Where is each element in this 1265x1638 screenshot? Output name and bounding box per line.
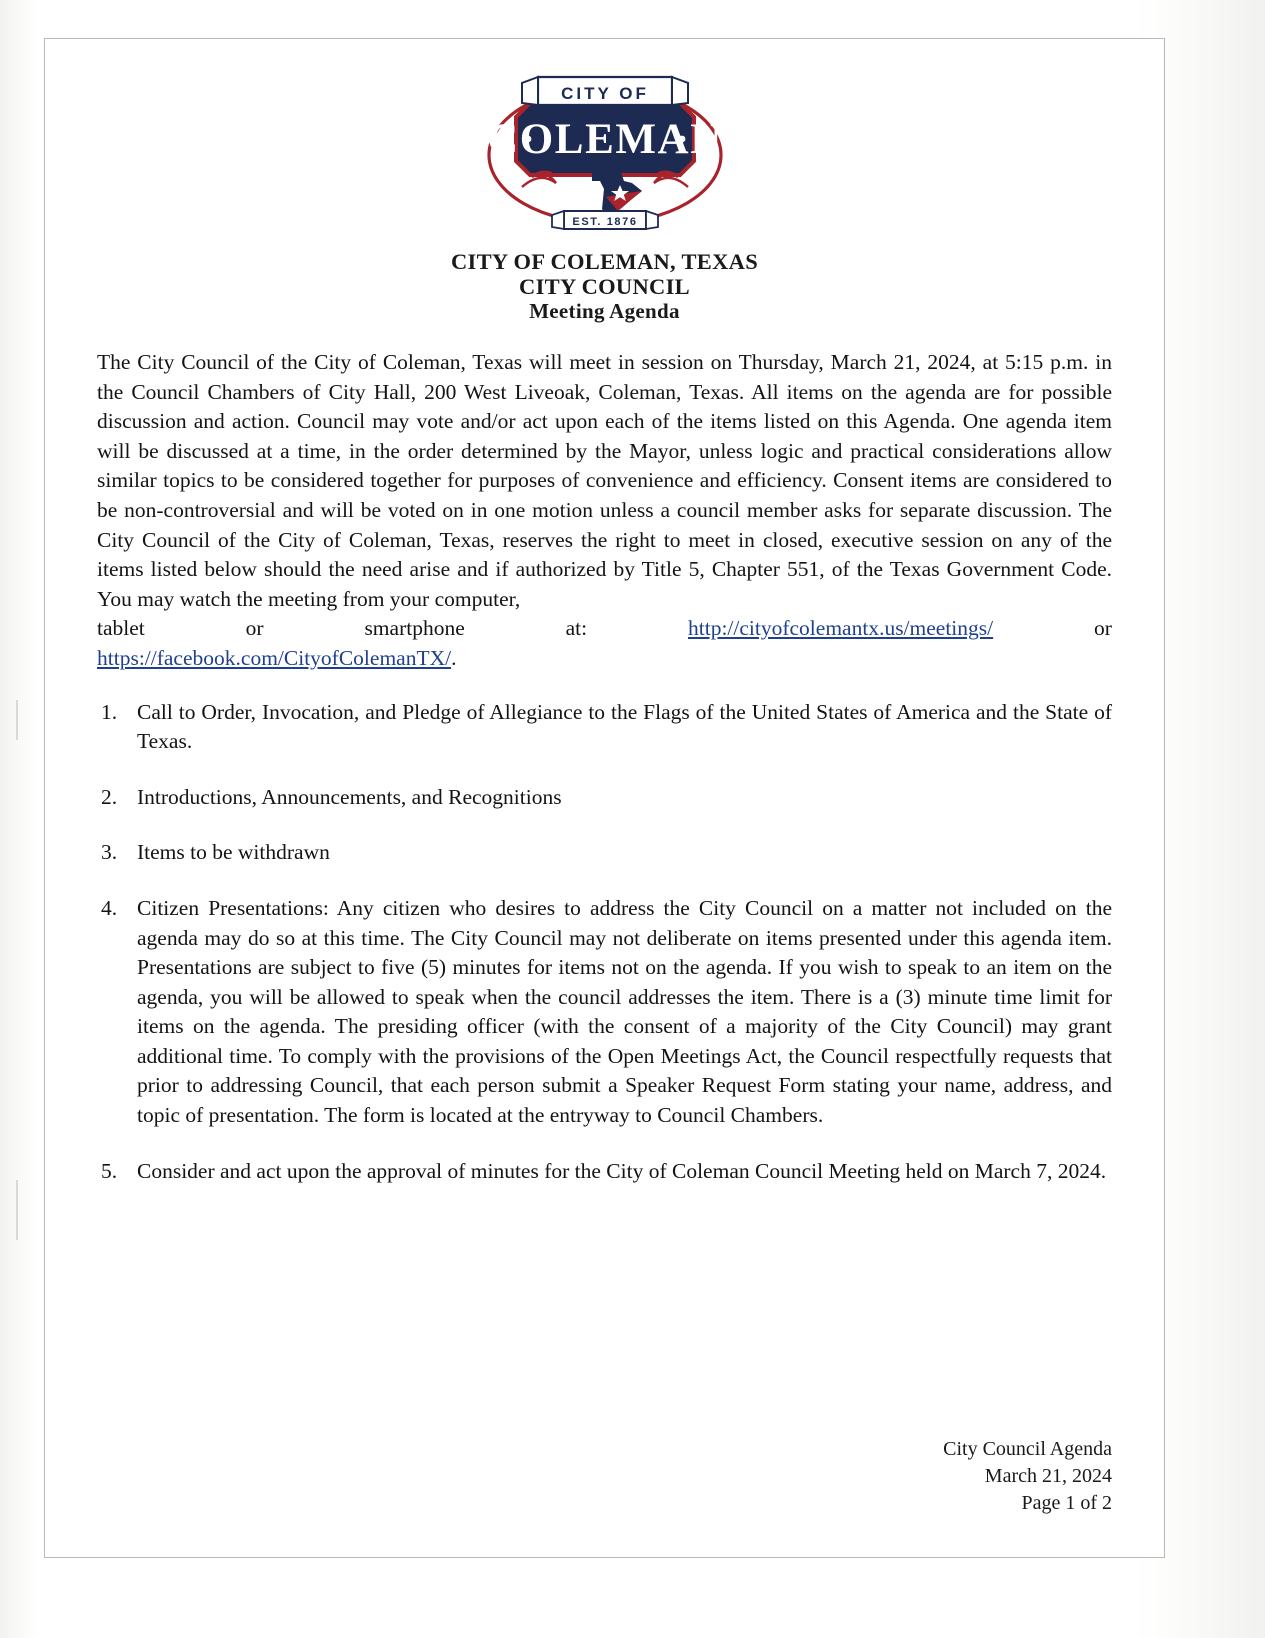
agenda-item-text: Introductions, Announcements, and Recognitions (137, 784, 562, 809)
intro-word-or: or (245, 616, 264, 641)
page-sheet (44, 38, 1165, 1558)
scan-artifact-speck (16, 1180, 18, 1240)
agenda-item-number: 1. (101, 699, 118, 724)
footer-title: City Council Agenda (943, 1438, 1112, 1460)
agenda-item-text: Citizen Presentations: Any citizen who desires to address the City Council on a matter not included on the agenda may do so at this time. The City Council may not deliberate on items presented under this agenda item. Presentations are subject to five (5) minutes for items not on the agenda. If you wish to speak to an item on the agenda, you will be allowed to speak when the council addresses the item. There is a (3) minute time limit for items on the agenda. The presiding officer (with the consent of a majority of the City Council) may grant additional time. To comply with the provisions of the Open Meetings Act, the Council respectfully requests that prior to addressing Council, that each person submit a Speaker Request Form stating your name, address, and topic of presentation. The form is located at the entryway to Council Chambers. (137, 895, 1112, 1128)
agenda-item-5 (97, 1157, 1112, 1187)
agenda-item-number: 4. (101, 895, 118, 920)
intro-trailing-period: . (451, 645, 457, 670)
intro-watch-line (97, 614, 1112, 644)
intro-word-tablet: tablet (97, 616, 145, 641)
agenda-item-3 (97, 838, 1112, 868)
agenda-item-text: Call to Order, Invocation, and Pledge of Allegiance to the Flags of the United States of America and the State of Texas. (137, 699, 1112, 754)
intro-paragraph (97, 348, 1112, 674)
agenda-item-1 (97, 698, 1112, 757)
logo-coleman-text: COLEMAN (486, 116, 723, 163)
intro-word-smartphone: smartphone (364, 616, 465, 641)
city-of-coleman-logo (97, 69, 1112, 241)
scan-artifact-speck (16, 700, 18, 740)
intro-body-text: The City Council of the City of Coleman, Texas will meet in session on Thursday, March 21, 2024, at 5:15 p.m. in the Council Chambers of City Hall, 200 West Liveoak, Coleman, Texas. All items on the agenda are for possible discussion and action. Council may vote and/or act upon each of the items listed on this Agenda. One agenda item will be discussed at a time, in the order determined by the Mayor, unless logic and practical considerations allow similar topics to be considered together for purposes of convenience and efficiency. Consent items are considered to be non-controversial and will be voted on in one motion unless a council member asks for separate discussion. The City Council of the City of Coleman, Texas, reserves the right to meet in closed, executive session on any of the items listed below should the need arise and if authorized by Title 5, Chapter 551, of the Texas Government Code. You may watch the meeting from your computer, (97, 350, 1112, 611)
facebook-link[interactable]: https://facebook.com/CityofColemanTX/ (97, 645, 452, 670)
scan-edge-shading-left (0, 0, 40, 1638)
agenda-item-number: 2. (101, 784, 118, 809)
heading-line-agenda: Meeting Agenda (529, 299, 680, 323)
agenda-item-text: Consider and act upon the approval of minutes for the City of Coleman Council Meeting held on March 7, 2024. (137, 1158, 1107, 1183)
coleman-seal-icon (482, 69, 728, 234)
page-footer (943, 1436, 1112, 1517)
agenda-item-2 (97, 783, 1112, 813)
logo-est-text: EST. 1876 (571, 216, 638, 228)
heading-line-council: CITY COUNCIL (519, 274, 690, 299)
footer-page-number: Page 1 of 2 (1021, 1492, 1112, 1514)
intro-word-or-2: or (1094, 616, 1112, 641)
heading-line-city: CITY OF COLEMAN, TEXAS (450, 249, 759, 274)
agenda-item-number: 5. (101, 1158, 118, 1183)
intro-word-at: at: (565, 616, 588, 641)
footer-date: March 21, 2024 (984, 1465, 1112, 1487)
logo-city-of-text: CITY OF (560, 84, 649, 103)
agenda-list (97, 698, 1112, 1187)
meetings-link[interactable]: http://cityofcolemantx.us/meetings/ (688, 616, 994, 641)
agenda-item-text: Items to be withdrawn (137, 840, 330, 865)
agenda-item-number: 3. (101, 840, 118, 865)
agenda-item-4 (97, 894, 1112, 1131)
document-heading (97, 249, 1112, 324)
